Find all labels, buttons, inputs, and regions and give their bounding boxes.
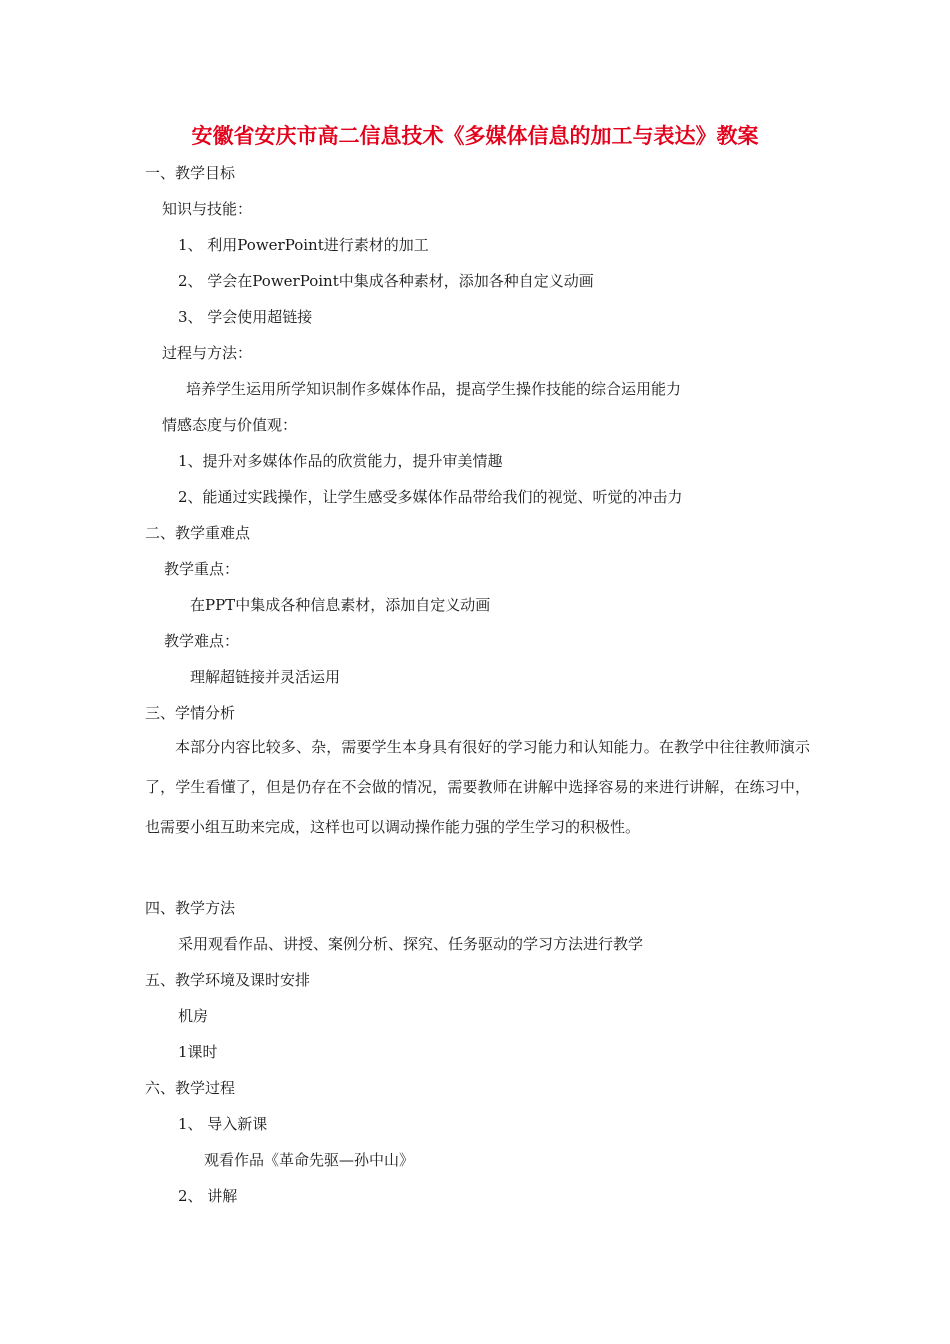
subheading-process-method: 过程与方法： xyxy=(162,344,253,362)
list-item: 2、能通过实践操作，让学生感受多媒体作品带给我们的视觉、听觉的冲击力 xyxy=(178,488,683,506)
subheading-difficult-point: 教学难点： xyxy=(164,632,240,650)
section-heading-environment: 五、教学环境及课时安排 xyxy=(145,971,311,989)
section-heading-student-analysis: 三、学情分析 xyxy=(145,704,236,722)
list-item: 2、 学会在PowerPoint中集成各种素材，添加各种自定义动画 xyxy=(178,272,594,290)
analysis-paragraph: 本部分内容比较多、杂，需要学生本身具有很好的学习能力和认知能力。在教学中往往教师演示了，学生看懂了，但是仍存在不会做的情况，需要教师在讲解中选择容易的来进行讲解，在练习中，也需要小组互助来完成，这样也可以调动操作能力强的学生学习的积极性。 xyxy=(145,738,810,836)
list-item: 1、 导入新课 xyxy=(178,1115,268,1133)
body-text: 培养学生运用所学知识制作多媒体作品，提高学生操作技能的综合运用能力 xyxy=(186,380,682,398)
list-item: 1、提升对多媒体作品的欣赏能力，提升审美情趣 xyxy=(178,452,503,470)
list-item: 3、 学会使用超链接 xyxy=(178,308,313,326)
section-heading-key-points: 二、教学重难点 xyxy=(145,524,251,542)
document-title: 安徽省安庆市高二信息技术《多媒体信息的加工与表达》教案 xyxy=(191,124,759,148)
subheading-attitude-values: 情感态度与价值观： xyxy=(162,416,298,434)
body-text: 1课时 xyxy=(178,1043,218,1061)
list-item: 1、 利用PowerPoint进行素材的加工 xyxy=(178,236,429,254)
section-heading-teaching-method: 四、教学方法 xyxy=(145,899,236,917)
body-text: 机房 xyxy=(178,1007,209,1025)
body-text: 观看作品《革命先驱—孙中山》 xyxy=(204,1151,415,1169)
list-item: 2、 讲解 xyxy=(178,1187,238,1205)
section-heading-objectives: 一、教学目标 xyxy=(145,164,236,182)
subheading-key-point: 教学重点： xyxy=(164,560,240,578)
body-text: 理解超链接并灵活运用 xyxy=(190,668,341,686)
section-heading-teaching-process: 六、教学过程 xyxy=(145,1079,236,1097)
subheading-knowledge-skills: 知识与技能： xyxy=(162,200,253,218)
body-text: 在PPT中集成各种信息素材，添加自定义动画 xyxy=(190,596,491,614)
body-text: 采用观看作品、讲授、案例分析、探究、任务驱动的学习方法进行教学 xyxy=(178,935,644,953)
